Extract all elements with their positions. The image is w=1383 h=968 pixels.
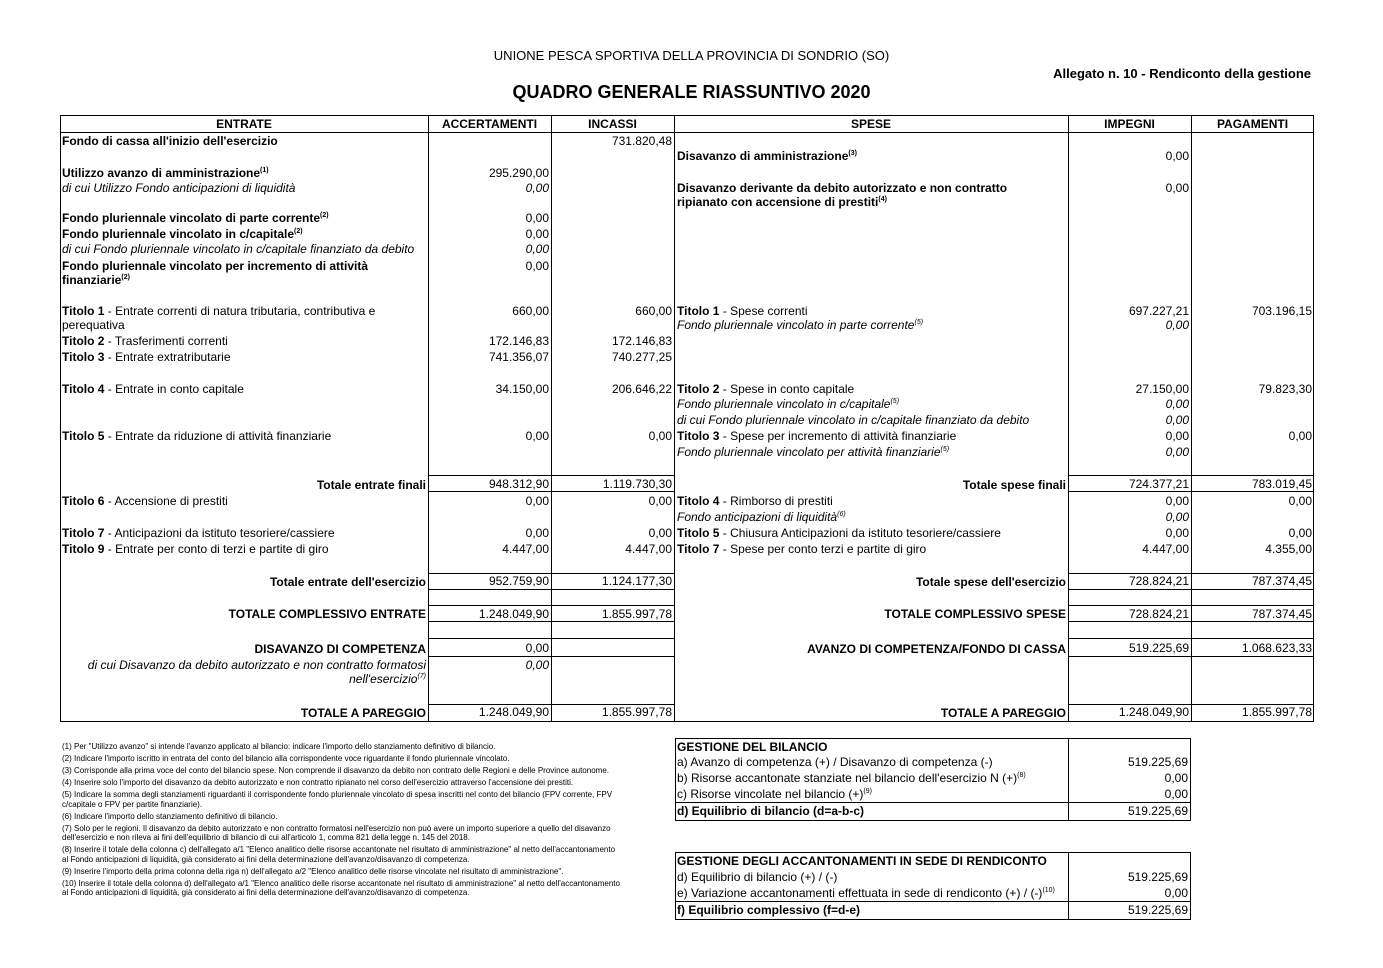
entrate-fondo-anticip-acc: 0,00 [525,181,549,195]
entrate-disavanzo-debito-label: di cui Disavanzo da debito autorizzato e non contratto formatosi nell'esercizio$^{(7)}$ [87,658,426,686]
spese-fpv-attivita-imp: 0,00 [1165,445,1189,459]
entrate-fpv-corrente-label: Fondo pluriennale vincolato di parte corrente$^{(2)}$ [62,211,329,225]
gestione-bilancio-row-b-value: 0,00 [1164,771,1188,785]
footnote: (5) Indicare la somma degli stanziamenti riguardanti il corrispondente fondo pluriennale vincolato di spesa inscritti nel conto del bilancio (FPV corrente, FPV c/capitale o FPV per partite finanziarie). [62,789,613,809]
gestione-accantonamenti-row-e-value: 0,00 [1164,886,1188,900]
footnotes [62,742,622,900]
spese-titolo3-label: Titolo 3 - Spese per incremento di attività finanziarie [677,429,957,443]
entrate-fpv-attivita-acc: 0,00 [525,259,549,273]
spese-titolo4-pag: 0,00 [1288,494,1312,508]
entrate-titolo1-inc: 660,00 [635,304,672,318]
footnote: (6) Indicare l'importo dello stanziamento definitivo di bilancio. [62,811,278,821]
gestione-bilancio-row-c-value: 0,00 [1164,787,1188,801]
spese-disavanzo-amm-label: Disavanzo di amministrazione$^{(3)}$ [677,149,857,163]
spese-fpv-debito-imp: 0,00 [1165,413,1189,427]
entrate-titolo2-acc: 172.146,83 [488,334,549,348]
spese-titolo7-label: Titolo 7 - Spese per conto terzi e partite di giro [677,542,927,556]
entrate-disavanzo-competenza-acc: 0,00 [525,641,549,655]
entrate-titolo3-inc: 740.277,25 [611,350,672,364]
allegato-label: Allegato n. 10 - Rendiconto della gestione [1053,66,1311,81]
entrate-utilizzo-avanzo-label: Utilizzo avanzo di amministrazione$^{(1)}$ [62,166,269,180]
entrate-titolo3-label: Titolo 3 - Entrate extratributarie [62,350,231,364]
spese-titolo4-imp: 0,00 [1165,494,1189,508]
col-header-spese: SPESE [850,117,892,131]
entrate-titolo5-inc: 0,00 [648,429,672,443]
spese-fpv-capitale-label: Fondo pluriennale vincolato in c/capitale$^{(5)}$ [677,397,900,411]
entrate-fondo-cassa-incassi: 731.820,48 [611,134,672,148]
spese-fpv-attivita-label: Fondo pluriennale vincolato per attività finanziarie$^{(5)}$ [677,445,950,459]
entrate-titolo4-inc: 206.646,22 [611,382,672,396]
entrate-totale-complessivo-acc: 1.248.049,90 [478,607,549,621]
footnote: (3) Corrisponde alla prima voce del conto del bilancio spese. Non comprende il disavanzo da debito non contrato delle Regioni e delle Province autonome. [62,765,609,775]
entrate-totale-pareggio-label: TOTALE A PAREGGIO [300,706,426,720]
col-header-entrate: ENTRATE [216,117,272,131]
gestione-accantonamenti-row-e: e) Variazione accantonamenti effettuata in sede di rendiconto (+) / $(-)^{(10)}$ [677,886,1055,900]
entrate-totale-finali-label: Totale entrate finali [316,478,426,492]
gestione-bilancio-row-b: b) Risorse accantonate stanziate nel bilancio dell'esercizio N $(+)^{(8)}$ [677,771,1026,785]
spese-totale-finali-imp: 724.377,21 [1128,477,1189,491]
entrate-totale-pareggio-acc: 1.248.049,90 [478,705,549,719]
spese-totale-complessivo-pag: 787.374,45 [1251,607,1312,621]
spese-titolo3-imp: 0,00 [1165,429,1189,443]
footnote: (2) Indicare l'importo iscritto in entrata del conto del bilancio alla corrispondente voce riguardante il fondo pluriennale vincolato. [62,753,510,763]
col-header-pagamenti: PAGAMENTI [1216,117,1289,131]
entrate-titolo3-acc: 741.356,07 [488,350,549,364]
entrate-fpv-capitale-label: Fondo pluriennale vincolato in c/capitale$^{(2)}$ [62,227,303,241]
spese-titolo1-imp: 697.227,21 [1128,304,1189,318]
col-header-incassi: INCASSI [588,117,637,131]
spese-disavanzo-debito-imp: 0,00 [1165,181,1189,195]
footnote: (10) Inserire il totale della colonna d) dell'allegato a/1 "Elenco analitico delle risorse accantonate nel risultato di amministrazione" al netto dell'accantonamento al Fondo anticipazioni di liquidità, già considerato ai fini della determinazione dell'avanzo/disavanzo di competenza. [62,878,620,898]
spese-totale-complessivo-label: TOTALE COMPLESSIVO SPESE [884,607,1066,621]
spese-titolo4-label: Titolo 4 - Rimborso di prestiti [677,494,833,508]
footnote: (8) Inserire il totale della colonna c) dell'allegato a/1 "Elenco analitico delle risorse accantonate nel risultato di amministrazione" al netto dell'accantonamento al Fondo anticipazioni di liquidità, già considerato ai fini della determinazione dell'avanzo/disavanzo di competenza. [62,845,616,864]
col-header-impegni: IMPEGNI [1104,117,1155,131]
entrate-titolo7-inc: 0,00 [648,526,672,540]
spese-titolo2-imp: 27.150,00 [1135,382,1189,396]
entrate-disavanzo-debito-acc: 0,00 [525,658,549,672]
entrate-titolo5-acc: 0,00 [525,429,549,443]
entrate-titolo9-acc: 4.447,00 [502,542,549,556]
spese-fpv-corrente-label: Fondo pluriennale vincolato in parte corrente$^{(5)}$ [677,318,924,332]
spese-totale-pareggio-pag: 1.855.997,78 [1241,705,1312,719]
entrate-titolo5-label: Titolo 5 - Entrate da riduzione di attività finanziarie [62,429,332,443]
gestione-accantonamenti-row-d-value: 519.225,69 [1127,870,1188,884]
spese-totale-complessivo-imp: 728.824,21 [1128,607,1189,621]
summary-table [60,115,1314,722]
spese-titolo1-pag: 703.196,15 [1251,304,1312,318]
spese-titolo5-label: Titolo 5 - Chiusura Anticipazioni da istituto tesoriere/cassiere [677,526,1001,540]
spese-fpv-debito-label: di cui Fondo pluriennale vincolato in c/capitale finanziato da debito [677,413,1030,427]
spese-totale-esercizio-pag: 787.374,45 [1251,574,1312,588]
entrate-fpv-corrente-acc: 0,00 [525,211,549,225]
entrate-totale-pareggio-inc: 1.855.997,78 [601,705,672,719]
spese-totale-esercizio-label: Totale spese dell'esercizio [915,575,1066,589]
entrate-totale-complessivo-inc: 1.855.997,78 [601,607,672,621]
entrate-titolo2-label: Titolo 2 - Trasferimenti correnti [62,334,228,348]
organization-name: UNIONE PESCA SPORTIVA DELLA PROVINCIA DI SONDRIO (SO) [493,48,890,63]
spese-titolo7-imp: 4.447,00 [1142,542,1189,556]
spese-fpv-corrente-imp: 0,00 [1165,318,1189,332]
gestione-bilancio-title: GESTIONE DEL BILANCIO [677,740,828,754]
entrate-totale-esercizio-inc: 1.124.177,30 [601,574,672,588]
gestione-accantonamenti-table [675,852,1191,920]
entrate-titolo7-acc: 0,00 [525,526,549,540]
gestione-bilancio-row-a-value: 519.225,69 [1127,755,1188,769]
entrate-fpv-debito-acc: 0,00 [525,242,549,256]
entrate-titolo9-inc: 4.447,00 [625,542,672,556]
spese-titolo2-pag: 79.823,30 [1258,382,1312,396]
spese-fondo-anticip-label: Fondo anticipazioni di liquidità$^{(6)}$ [677,510,846,524]
spese-disavanzo-debito-label: Disavanzo derivante da debito autorizzato e non contratto ripianato con accensione di prestiti$^{(4)}$ [677,181,1008,209]
footnote: (7) Solo per le regioni. Il disavanzo da debito autorizzato e non contratto formatosi nell'esercizio non può avere un importo superiore a quello del disavanzo dell'esercizio e non rileva ai fini dell'equilibrio di bilancio di cui all'articolo 1, comma 821 della legge n. 145 del 2018. [62,823,611,843]
spese-avanzo-imp: 519.225,69 [1128,641,1189,655]
entrate-totale-finali-inc: 1.119.730,30 [602,477,672,491]
entrate-titolo6-acc: 0,00 [525,494,549,508]
spese-fondo-anticip-imp: 0,00 [1165,510,1189,524]
gestione-accantonamenti-total-value: 519.225,69 [1127,903,1188,917]
spese-titolo2-label: Titolo 2 - Spese in conto capitale [677,382,855,396]
entrate-fondo-anticip-label: di cui Utilizzo Fondo anticipazioni di liquidità [62,181,296,195]
entrate-disavanzo-competenza-label: DISAVANZO DI COMPETENZA [254,642,426,656]
entrate-fpv-attivita-label: Fondo pluriennale vincolato per incremento di attività finanziarie$^{(2)}$ [62,259,369,287]
entrate-titolo6-label: Titolo 6 - Accensione di prestiti [62,494,228,508]
entrate-totale-complessivo-label: TOTALE COMPLESSIVO ENTRATE [228,607,426,621]
entrate-titolo1-label: Titolo 1 - Entrate correnti di natura tributaria, contributiva e perequativa [62,304,376,332]
entrate-totale-esercizio-label: Totale entrate dell'esercizio [269,575,426,589]
spese-disavanzo-amm-imp: 0,00 [1165,149,1189,163]
entrate-titolo2-inc: 172.146,83 [611,334,672,348]
spese-totale-finali-label: Totale spese finali [962,478,1066,492]
page-title: QUADRO GENERALE RIASSUNTIVO 2020 [512,82,871,102]
spese-titolo1-label: Titolo 1 - Spese correnti [677,304,808,318]
spese-avanzo-label: AVANZO DI COMPETENZA/FONDO DI CASSA [807,642,1066,656]
entrate-titolo9-label: Titolo 9 - Entrate per conto di terzi e partite di giro [62,542,329,556]
spese-avanzo-pag: 1.068.623,33 [1241,641,1312,655]
spese-totale-esercizio-imp: 728.824,21 [1128,574,1189,588]
entrate-titolo7-label: Titolo 7 - Anticipazioni da istituto tesoriere/cassiere [62,526,335,540]
entrate-titolo6-inc: 0,00 [648,494,672,508]
spese-titolo7-pag: 4.355,00 [1265,542,1312,556]
entrate-titolo4-label: Titolo 4 - Entrate in conto capitale [62,382,244,396]
entrate-fondo-cassa-label: Fondo di cassa all'inizio dell'esercizio [62,134,278,148]
spese-totale-pareggio-label: TOTALE A PAREGGIO [940,706,1066,720]
entrate-totale-finali-acc: 948.312,90 [488,477,549,491]
footnote: (4) Inserire solo l'importo del disavanzo da debito autorizzato e non contratto ripianato nel corso dell'esercizio attraverso l'accensione dei prestiti. [62,777,574,787]
spese-titolo5-pag: 0,00 [1288,526,1312,540]
spese-titolo5-imp: 0,00 [1165,526,1189,540]
entrate-titolo4-acc: 34.150,00 [495,382,549,396]
gestione-bilancio-row-c: c) Risorse vincolate nel bilancio $(+)^{(9)}$ [677,787,872,801]
spese-totale-pareggio-imp: 1.248.049,90 [1118,705,1189,719]
footnote: (9) Inserire l'importo della prima colonna della riga n) dell'allegato a/2 "Elenco analitico delle risorse vincolate nel risultato di amministrazione". [62,866,564,876]
footnote: (1) Per "Utilizzo avanzo" si intende l'avanzo applicato al bilancio: indicare l'importo dello stanziamento definitivo di bilancio. [62,742,496,751]
gestione-accantonamenti-row-d: d) Equilibrio di bilancio (+) / (-) [677,870,838,884]
spese-titolo3-pag: 0,00 [1288,429,1312,443]
gestione-accantonamenti-title: GESTIONE DEGLI ACCANTONAMENTI IN SEDE DI RENDICONTO [677,854,1047,868]
spese-totale-finali-pag: 783.019,45 [1251,477,1312,491]
entrate-utilizzo-avanzo-acc: 295.290,00 [488,166,549,180]
gestione-bilancio-total-value: 519.225,69 [1127,804,1188,818]
entrate-fpv-capitale-acc: 0,00 [525,227,549,241]
gestione-bilancio-table [675,738,1191,821]
spese-fpv-capitale-imp: 0,00 [1165,397,1189,411]
entrate-totale-esercizio-acc: 952.759,90 [488,574,549,588]
col-header-accertamenti: ACCERTAMENTI [441,117,538,131]
gestione-bilancio-row-a: a) Avanzo di competenza (+) / Disavanzo di competenza (-) [677,755,993,769]
gestione-accantonamenti-total: f) Equilibrio complessivo (f=d-e) [677,903,861,917]
entrate-titolo1-acc: 660,00 [512,304,549,318]
gestione-bilancio-total: d) Equilibrio di bilancio (d=a-b-c) [677,804,864,818]
entrate-fpv-debito-label: di cui Fondo pluriennale vincolato in c/capitale finanziato da debito [62,242,415,256]
